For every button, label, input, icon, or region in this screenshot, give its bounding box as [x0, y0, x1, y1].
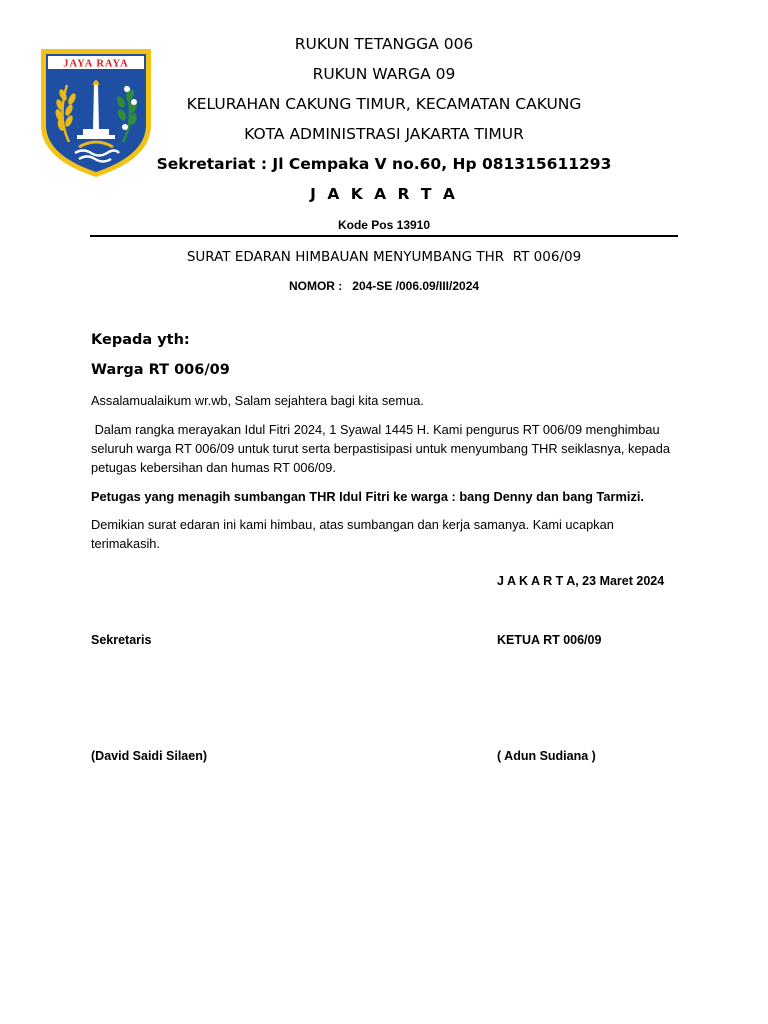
salutation: Assalamualaikum wr.wb, Salam sejahtera bagi kita semua. — [91, 393, 424, 408]
secretary-role: Sekretaris — [91, 633, 152, 647]
header-divider — [90, 235, 678, 237]
header-city: J A K A R T A — [310, 185, 458, 203]
recipient-name: Warga RT 006/09 — [91, 362, 230, 378]
recipient-greeting: Kepada yth: — [91, 332, 190, 348]
header-kelurahan: KELURAHAN CAKUNG TIMUR, KECAMATAN CAKUNG — [186, 95, 582, 113]
header-sekretariat: Sekretariat : Jl Cempaka V no.60, Hp 081315611293 — [156, 155, 612, 173]
header-rt: RUKUN TETANGGA 006 — [294, 35, 474, 53]
letter-title: SURAT EDARAN HIMBAUAN MENYUMBANG THR RT 006/09 — [186, 249, 582, 265]
closing-paragraph: Demikian surat edaran ini kami himbau, atas sumbangan dan kerja samanya. Kami ucapkan terimakasih. — [91, 517, 614, 551]
header-postal-code: Kode Pos 13910 — [337, 218, 431, 232]
body-paragraph: Dalam rangka merayakan Idul Fitri 2024, 1 Syawal 1445 H. Kami pengurus RT 006/09 menghimbau seluruh warga RT 006/09 untuk turut serta berpastisipasi untuk menyumbang THR seiklasnya, kepada petugas kebersihan dan humas RT 006/09. — [91, 422, 674, 475]
header-rw: RUKUN WARGA 09 — [312, 65, 456, 83]
collector-note: Petugas yang menagih sumbangan THR Idul Fitri ke warga : bang Denny dan bang Tarmizi. — [91, 489, 644, 504]
secretary-name: (David Saidi Silaen) — [91, 749, 208, 763]
chairman-role: KETUA RT 006/09 — [497, 633, 602, 647]
logo-banner-text: JAYA RAYA — [63, 58, 129, 70]
chairman-name: ( Adun Sudiana ) — [497, 749, 596, 763]
place-date: J A K A R T A, 23 Maret 2024 — [497, 574, 665, 588]
header-kota: KOTA ADMINISTRASI JAKARTA TIMUR — [244, 125, 524, 143]
letter-number: NOMOR : 204-SE /006.09/III/2024 — [288, 279, 480, 293]
